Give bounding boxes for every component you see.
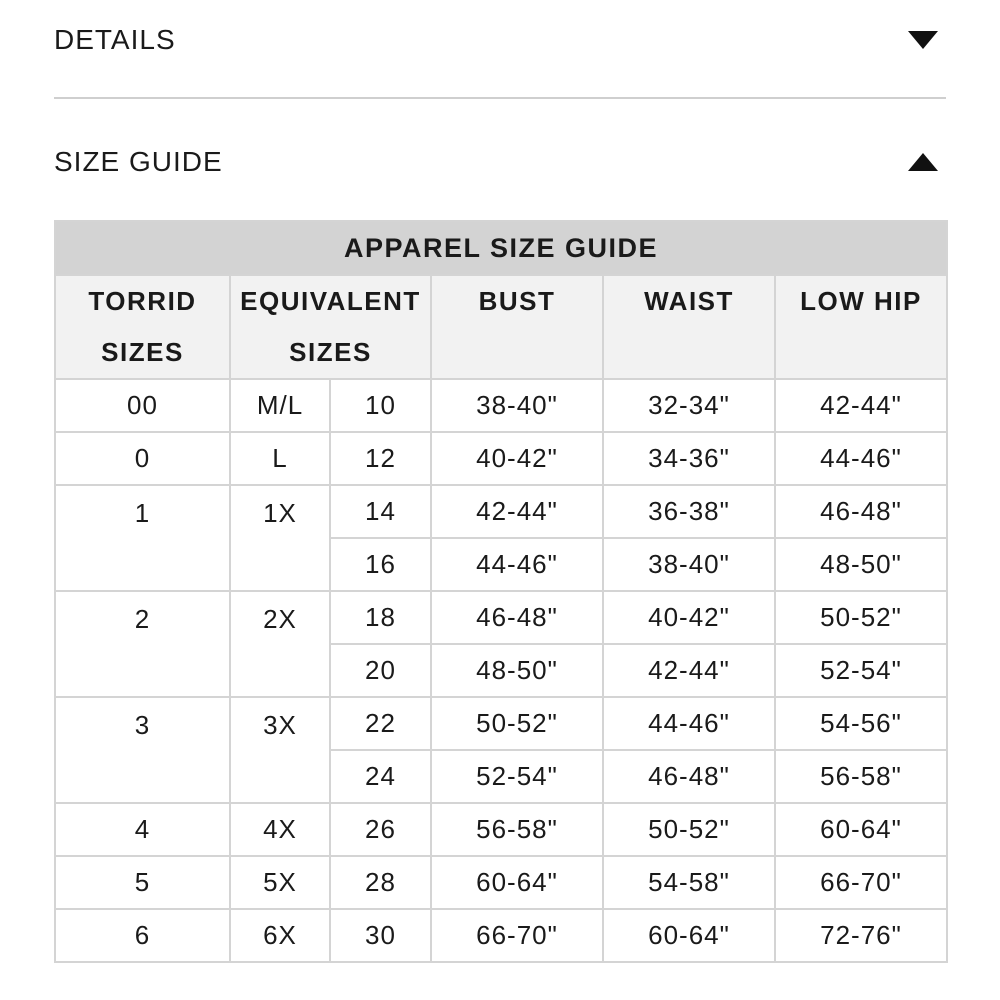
torrid-size-cell: 4 bbox=[55, 803, 230, 856]
table-row bbox=[55, 909, 947, 962]
waist-cell: 38-40" bbox=[603, 538, 775, 591]
letter-size-cell: 5X bbox=[230, 856, 330, 909]
bust-cell: 44-46" bbox=[431, 538, 603, 591]
low-hip-cell: 72-76" bbox=[775, 909, 947, 962]
numeric-size-cell: 18 bbox=[330, 591, 431, 644]
bust-cell: 66-70" bbox=[431, 909, 603, 962]
low-hip-cell: 48-50" bbox=[775, 538, 947, 591]
size-guide-title: SIZE GUIDE bbox=[54, 146, 223, 177]
header-equiv-line1: EQUIVALENT bbox=[240, 286, 421, 316]
header-equiv-line2: SIZES bbox=[289, 337, 372, 367]
bust-cell: 40-42" bbox=[431, 432, 603, 485]
torrid-size-cell: 5 bbox=[55, 856, 230, 909]
numeric-size-cell: 20 bbox=[330, 644, 431, 697]
apparel-size-table bbox=[54, 220, 948, 963]
table-row bbox=[55, 591, 947, 644]
torrid-size-cell: 2 bbox=[55, 591, 230, 697]
waist-cell: 46-48" bbox=[603, 750, 775, 803]
table-row bbox=[55, 485, 947, 538]
bust-cell: 48-50" bbox=[431, 644, 603, 697]
letter-size-cell: 4X bbox=[230, 803, 330, 856]
waist-cell: 42-44" bbox=[603, 644, 775, 697]
numeric-size-cell: 28 bbox=[330, 856, 431, 909]
low-hip-cell: 66-70" bbox=[775, 856, 947, 909]
letter-size-cell: L bbox=[230, 432, 330, 485]
low-hip-cell: 50-52" bbox=[775, 591, 947, 644]
waist-cell: 50-52" bbox=[603, 803, 775, 856]
size-guide-accordion-header[interactable] bbox=[54, 140, 946, 184]
letter-size-cell: M/L bbox=[230, 379, 330, 432]
waist-cell: 36-38" bbox=[603, 485, 775, 538]
table-row bbox=[55, 856, 947, 909]
numeric-size-cell: 10 bbox=[330, 379, 431, 432]
accordion-divider bbox=[54, 97, 946, 99]
numeric-size-cell: 26 bbox=[330, 803, 431, 856]
torrid-size-cell: 0 bbox=[55, 432, 230, 485]
details-accordion-header[interactable] bbox=[54, 18, 946, 62]
numeric-size-cell: 30 bbox=[330, 909, 431, 962]
header-torrid-line2: SIZES bbox=[101, 337, 184, 367]
numeric-size-cell: 16 bbox=[330, 538, 431, 591]
low-hip-cell: 44-46" bbox=[775, 432, 947, 485]
letter-size-cell: 2X bbox=[230, 591, 330, 697]
torrid-size-cell: 1 bbox=[55, 485, 230, 591]
letter-size-cell: 3X bbox=[230, 697, 330, 803]
waist-cell: 44-46" bbox=[603, 697, 775, 750]
torrid-size-cell: 3 bbox=[55, 697, 230, 803]
header-torrid-line1: TORRID bbox=[88, 286, 197, 316]
letter-size-cell: 1X bbox=[230, 485, 330, 591]
table-row bbox=[55, 379, 947, 432]
torrid-size-cell: 6 bbox=[55, 909, 230, 962]
bust-cell: 46-48" bbox=[431, 591, 603, 644]
bust-cell: 52-54" bbox=[431, 750, 603, 803]
numeric-size-cell: 12 bbox=[330, 432, 431, 485]
header-low-hip: LOW HIP bbox=[775, 275, 947, 379]
header-equivalent-sizes bbox=[230, 275, 431, 379]
numeric-size-cell: 22 bbox=[330, 697, 431, 750]
low-hip-cell: 54-56" bbox=[775, 697, 947, 750]
waist-cell: 60-64" bbox=[603, 909, 775, 962]
low-hip-cell: 60-64" bbox=[775, 803, 947, 856]
letter-size-cell: 6X bbox=[230, 909, 330, 962]
bust-cell: 42-44" bbox=[431, 485, 603, 538]
header-bust: BUST bbox=[431, 275, 603, 379]
bust-cell: 56-58" bbox=[431, 803, 603, 856]
table-row bbox=[55, 697, 947, 750]
bust-cell: 60-64" bbox=[431, 856, 603, 909]
low-hip-cell: 46-48" bbox=[775, 485, 947, 538]
triangle-up-icon[interactable] bbox=[908, 153, 938, 171]
torrid-size-cell: 00 bbox=[55, 379, 230, 432]
header-waist: WAIST bbox=[603, 275, 775, 379]
waist-cell: 32-34" bbox=[603, 379, 775, 432]
details-title: DETAILS bbox=[54, 24, 176, 55]
waist-cell: 34-36" bbox=[603, 432, 775, 485]
low-hip-cell: 42-44" bbox=[775, 379, 947, 432]
waist-cell: 54-58" bbox=[603, 856, 775, 909]
triangle-down-icon[interactable] bbox=[908, 31, 938, 49]
table-caption: APPAREL SIZE GUIDE bbox=[55, 221, 947, 275]
low-hip-cell: 52-54" bbox=[775, 644, 947, 697]
table-row bbox=[55, 432, 947, 485]
numeric-size-cell: 24 bbox=[330, 750, 431, 803]
bust-cell: 38-40" bbox=[431, 379, 603, 432]
waist-cell: 40-42" bbox=[603, 591, 775, 644]
header-torrid-sizes bbox=[55, 275, 230, 379]
low-hip-cell: 56-58" bbox=[775, 750, 947, 803]
bust-cell: 50-52" bbox=[431, 697, 603, 750]
numeric-size-cell: 14 bbox=[330, 485, 431, 538]
table-row bbox=[55, 803, 947, 856]
